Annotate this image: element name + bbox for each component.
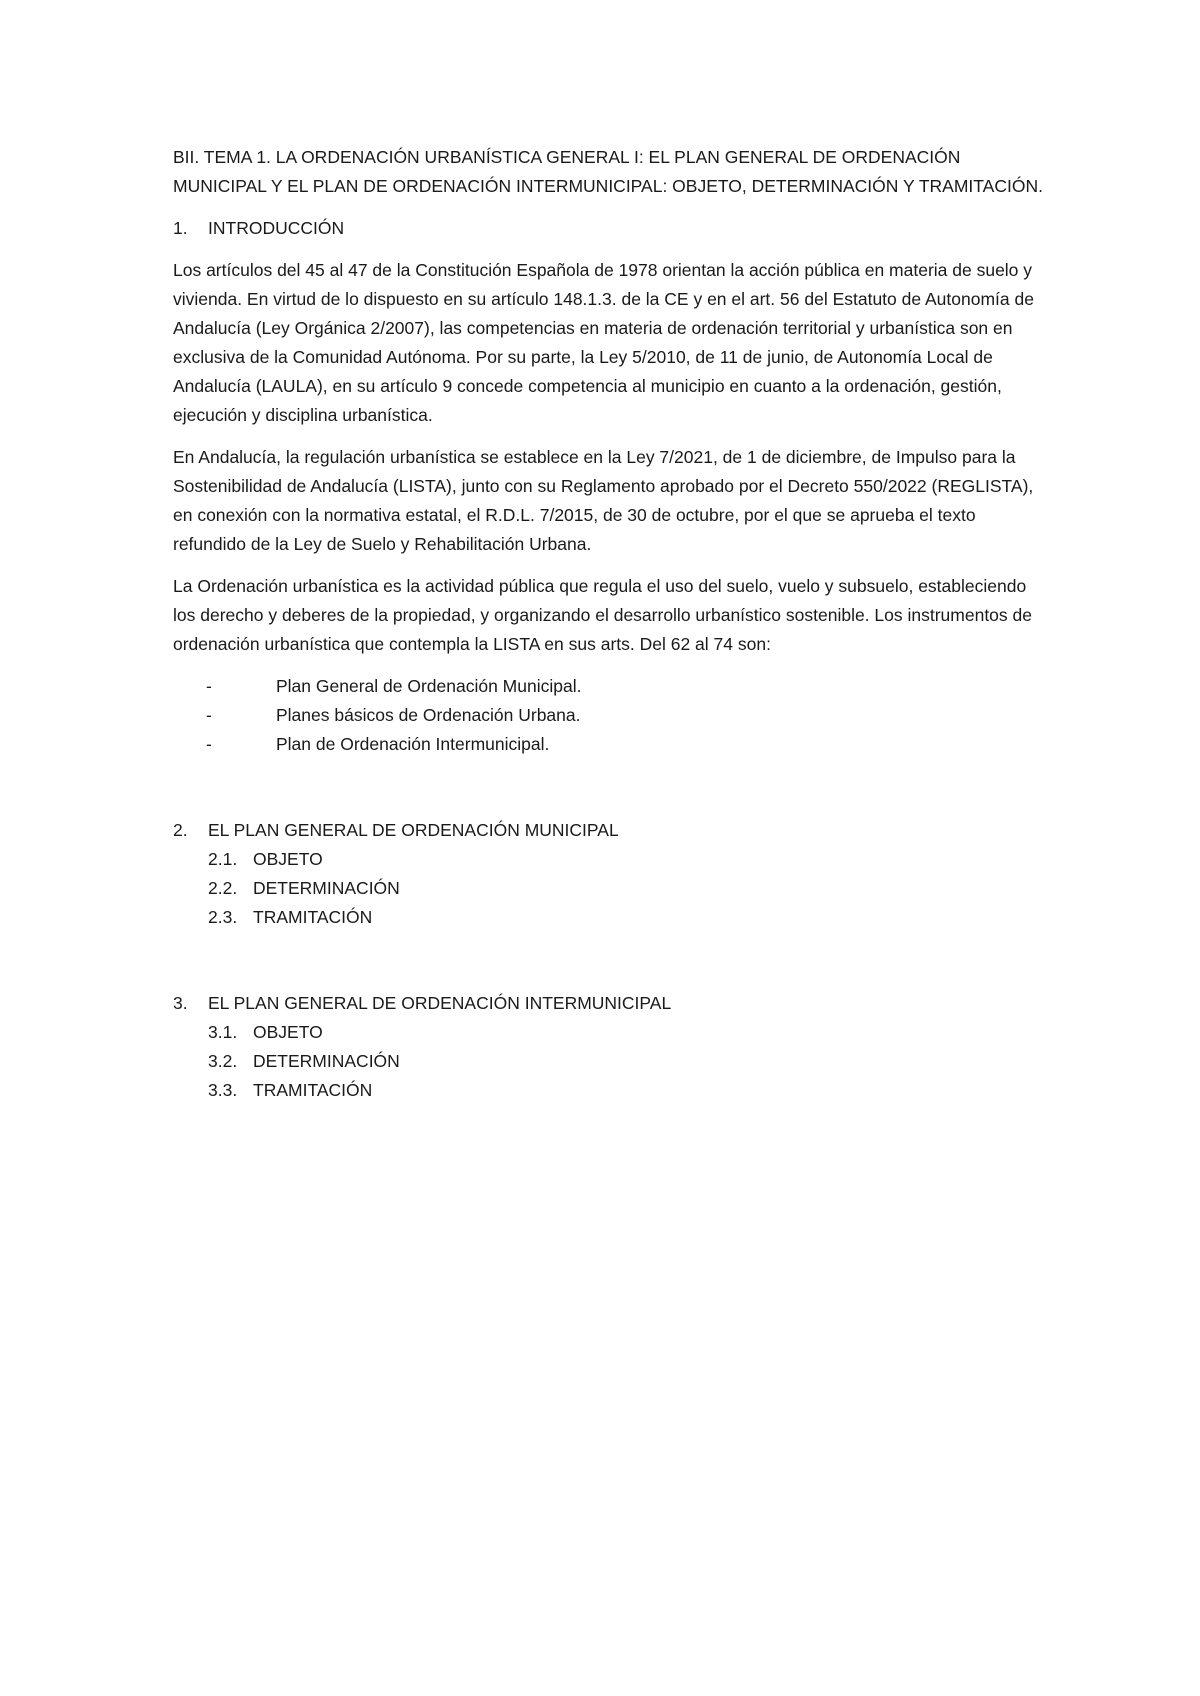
subsection-item: [208, 903, 1043, 932]
dash-bullet: -: [206, 676, 212, 696]
subsection-number: 2.3.: [208, 907, 238, 927]
list-item-text: Plan General de Ordenación Municipal.: [276, 676, 582, 696]
paragraph: Los artículos del 45 al 47 de la Constitución Española de 1978 orientan la acción pública en materia de suelo y vivienda. En virtud de lo dispuesto en su artículo 148.1.3. de la CE y en el art. 56 del Estatuto de Autonomía de Andalucía (Ley Orgánica 2/2007), las competencias en materia de ordenación territorial y urbanística son en exclusiva de la Comunidad Autónoma. Por su parte, la Ley 5/2010, de 11 de junio, de Autonomía Local de Andalucía (LAULA), en su artículo 9 concede competencia al municipio en cuanto a la ordenación, gestión, ejecución y disciplina urbanística.: [173, 260, 1034, 425]
section-heading-intro: [173, 214, 1043, 243]
section-heading: [173, 989, 1043, 1018]
document-body: [173, 143, 1043, 1105]
subsection-item: [208, 874, 1043, 903]
section-number: 2.: [173, 820, 188, 840]
list-item: [173, 672, 1043, 701]
section-title: INTRODUCCIÓN: [208, 218, 345, 238]
subsection-number: 3.2.: [208, 1051, 238, 1071]
subsection-item: [208, 845, 1043, 874]
subsection-label: DETERMINACIÓN: [253, 1051, 400, 1071]
subsection-number: 3.1.: [208, 1022, 238, 1042]
list-item: [173, 730, 1043, 759]
document-title: BII. TEMA 1. LA ORDENACIÓN URBANÍSTICA GENERAL I: EL PLAN GENERAL DE ORDENACIÓN MUNICIPAL Y EL PLAN DE ORDENACIÓN INTERMUNICIPAL: OBJETO, DETERMINACIÓN Y TRAMITACIÓN.: [173, 147, 1043, 196]
subsection-label: DETERMINACIÓN: [253, 878, 400, 898]
section-title: EL PLAN GENERAL DE ORDENACIÓN INTERMUNICIPAL: [208, 993, 672, 1013]
section-heading: [173, 816, 1043, 845]
subsection-list: [173, 1018, 1043, 1105]
list-item-text: Planes básicos de Ordenación Urbana.: [276, 705, 581, 725]
list-item: [173, 701, 1043, 730]
paragraph: En Andalucía, la regulación urbanística se establece en la Ley 7/2021, de 1 de diciembre, de Impulso para la Sostenibilidad de Andalucía (LISTA), junto con su Reglamento aprobado por el Decreto 550/2022 (REGLISTA), en conexión con la normativa estatal, el R.D.L. 7/2015, de 30 de octubre, por el que se aprueba el texto refundido de la Ley de Suelo y Rehabilitación Urbana.: [173, 447, 1034, 554]
subsection-number: 3.3.: [208, 1080, 238, 1100]
subsection-item: [208, 1076, 1043, 1105]
subsection-number: 2.2.: [208, 878, 238, 898]
section-plan-general-municipal: [173, 816, 1043, 932]
subsection-label: OBJETO: [253, 1022, 323, 1042]
instruments-list: [173, 672, 1043, 759]
section-number: 3.: [173, 993, 188, 1013]
section-title: EL PLAN GENERAL DE ORDENACIÓN MUNICIPAL: [208, 820, 619, 840]
section-plan-general-intermunicipal: [173, 989, 1043, 1105]
subsection-label: TRAMITACIÓN: [253, 907, 373, 927]
paragraph: La Ordenación urbanística es la actividad pública que regula el uso del suelo, vuelo y subsuelo, estableciendo los derecho y deberes de la propiedad, y organizando el desarrollo urbanístico sostenible. Los instrumentos de ordenación urbanística que contempla la LISTA en sus arts. Del 62 al 74 son:: [173, 576, 1032, 654]
section-number: 1.: [173, 218, 188, 238]
dash-bullet: -: [206, 734, 212, 754]
subsection-label: TRAMITACIÓN: [253, 1080, 373, 1100]
list-item-text: Plan de Ordenación Intermunicipal.: [276, 734, 550, 754]
dash-bullet: -: [206, 705, 212, 725]
subsection-item: [208, 1047, 1043, 1076]
subsection-list: [173, 845, 1043, 932]
subsection-label: OBJETO: [253, 849, 323, 869]
subsection-item: [208, 1018, 1043, 1047]
subsection-number: 2.1.: [208, 849, 238, 869]
